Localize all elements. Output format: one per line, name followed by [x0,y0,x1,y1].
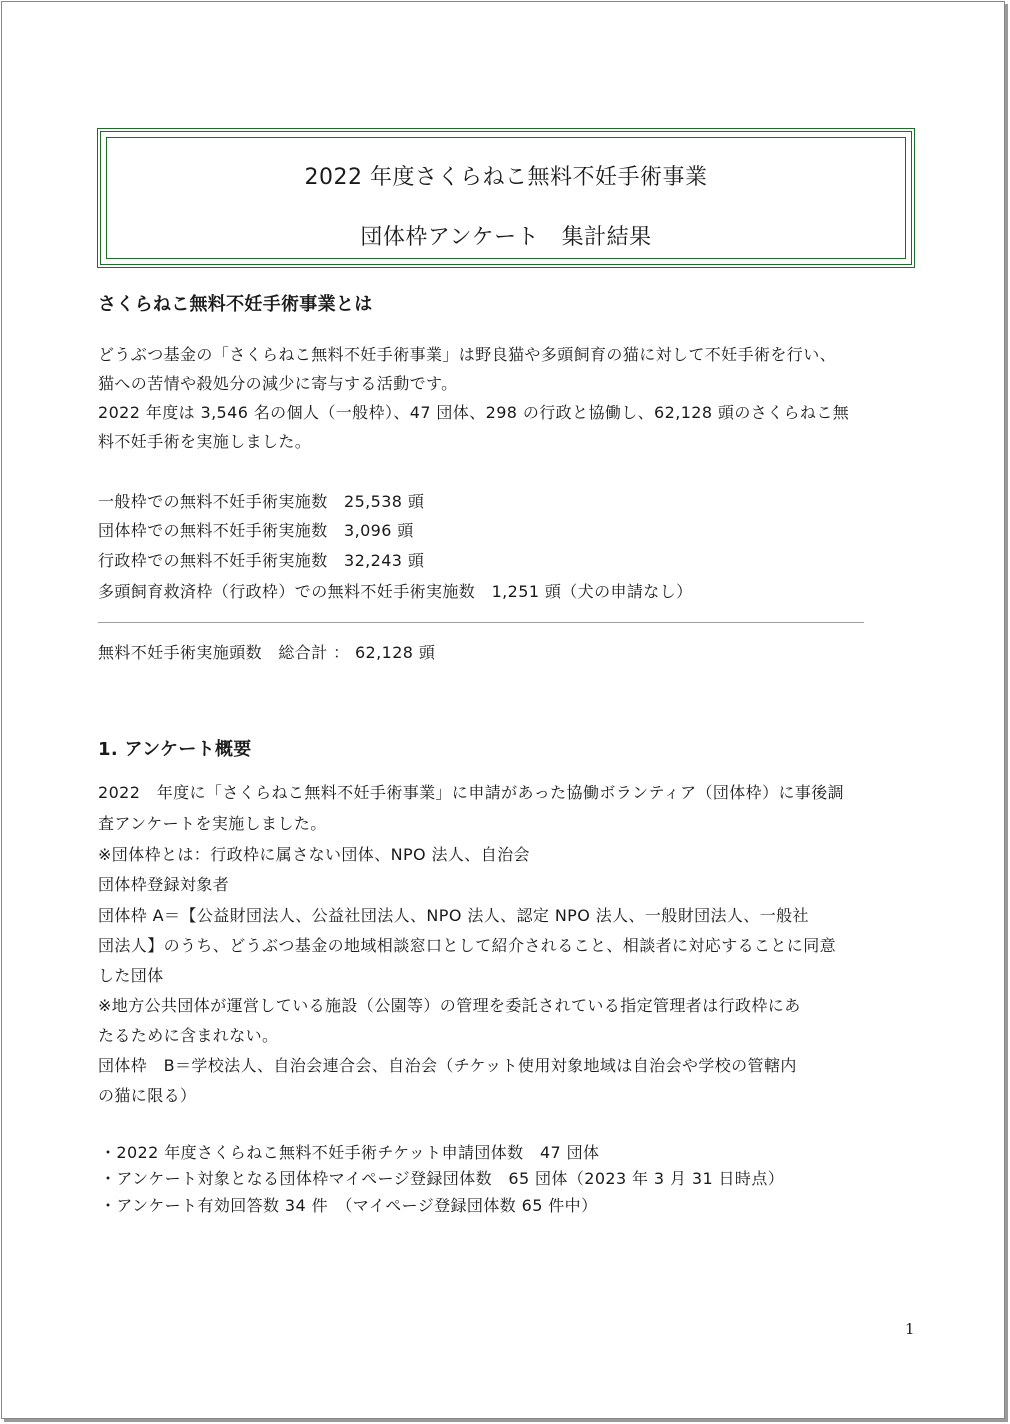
section-heading-overview: 1. アンケート概要 [98,739,252,760]
overview-line: の猫に限る） [98,1086,197,1105]
overview-line: 2022 年度に「さくらねこ無料不妊手術事業」に申請があった協働ボランティア（団体枠）に事後調 [98,783,845,802]
bullet-item: ・2022 年度さくらねこ無料不妊手術チケット申請団体数 47 団体 [100,1143,600,1162]
page-number: 1 [905,1320,915,1338]
about-paragraph-line: 料不妊手術を実施しました。 [98,432,312,451]
bullet-item: ・アンケート対象となる団体枠マイページ登録団体数 65 団体（2023 年 3 月 31 日時点） [100,1169,785,1188]
title-box [97,128,915,268]
overview-line: ※団体枠とは：行政枠に属さない団体、NPO 法人、自治会 [98,845,530,864]
document-title: 2022 年度さくらねこ無料不妊手術事業 [304,165,708,190]
stat-line-general: 一般枠での無料不妊手術実施数 25,538 頭 [98,492,425,511]
document-page [1,1,1005,1419]
overview-line: 団体枠 B＝学校法人、自治会連合会、自治会（チケット使用対象地域は自治会や学校の管轄内 [98,1056,797,1075]
overview-line: 査アンケートを実施しました。 [98,814,327,833]
stat-line-group: 団体枠での無料不妊手術実施数 3,096 頭 [98,521,414,540]
about-paragraph-line: 2022 年度は 3,546 名の個人（一般枠）、47 団体、298 の行政と協働し、62,128 頭のさくらねこ無 [98,403,850,422]
total-line: 無料不妊手術実施頭数 総合計 ： 62,128 頭 [98,643,436,662]
stat-line-multi-pet: 多頭飼育救済枠（行政枠）での無料不妊手術実施数 1,251 頭（犬の申請なし） [98,582,693,601]
about-paragraph-line: どうぶつ基金の「さくらねこ無料不妊手術事業」は野良猫や多頭飼育の猫に対して不妊手術を行い、 [98,345,837,364]
bullet-item: ・アンケート有効回答数 34 件 （マイページ登録団体数 65 件中） [100,1196,598,1215]
stat-line-government: 行政枠での無料不妊手術実施数 32,243 頭 [98,551,425,570]
document-subtitle: 団体枠アンケート 集計結果 [360,225,652,250]
overview-line: ※地方公共団体が運営している施設（公園等）の管理を委託されている指定管理者は行政枠にあ [98,996,801,1015]
divider-line [98,622,864,623]
overview-line: 団体枠登録対象者 [98,875,230,894]
overview-line: たるために含まれない。 [98,1026,279,1045]
overview-line: 団体枠 A＝【公益財団法人、公益社団法人、NPO 法人、認定 NPO 法人、一般財団法人、一般社 [98,906,809,925]
overview-line: 団法人】のうち、どうぶつ基金の地域相談窓口として紹介されること、相談者に対応することに同意 [98,936,837,955]
overview-line: した団体 [98,966,164,985]
about-paragraph-line: 猫への苦情や殺処分の減少に寄与する活動です。 [98,374,458,393]
section-heading-about: さくらねこ無料不妊手術事業とは [98,294,373,315]
